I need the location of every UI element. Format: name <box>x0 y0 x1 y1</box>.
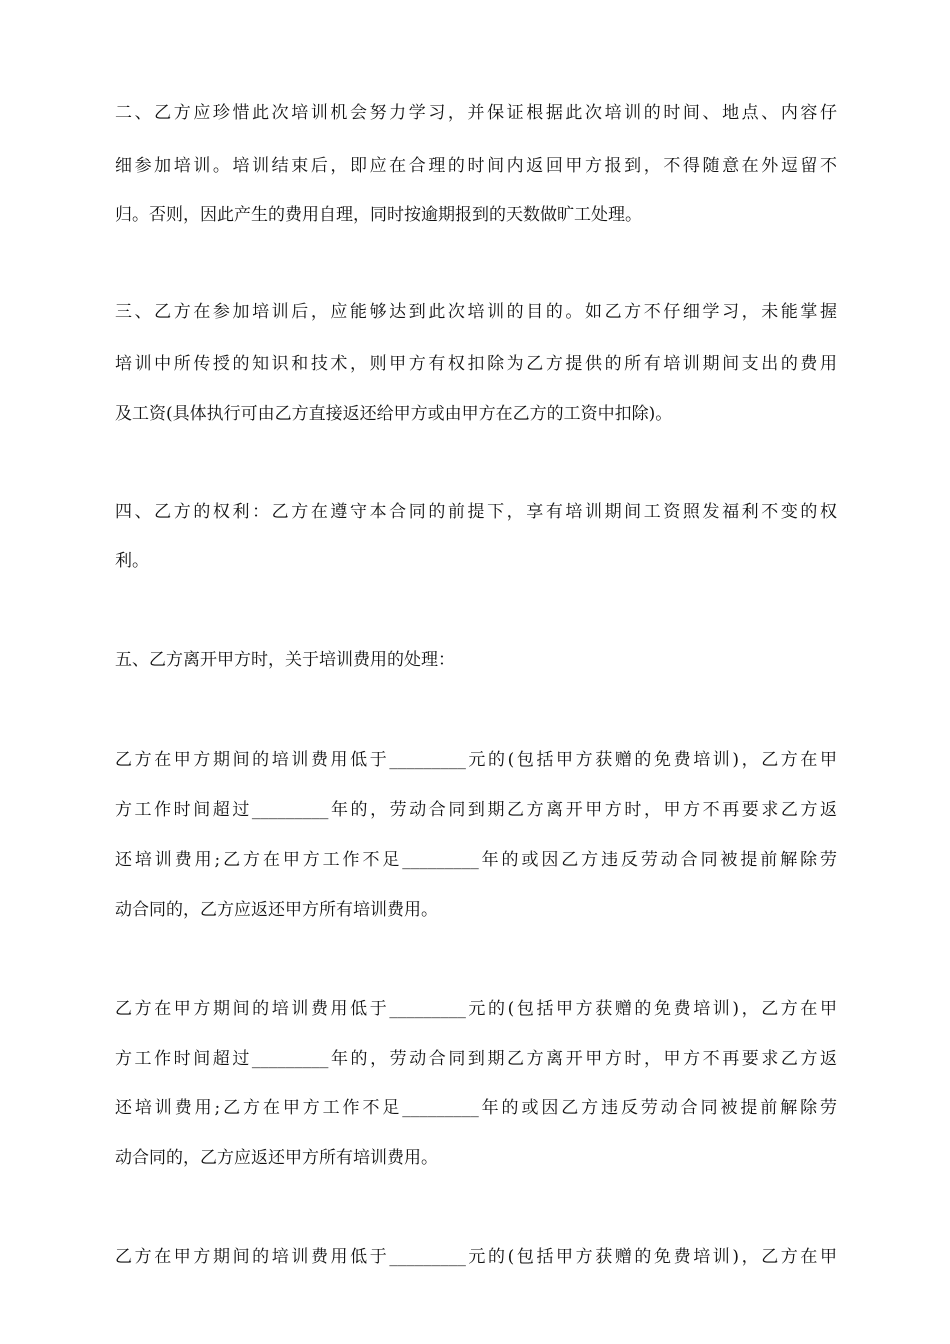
text-line: 还培训费用;乙方在甲方工作不足_________年的或因乙方违反劳动合同被提前解除劳 <box>115 850 837 870</box>
text-line: 及工资(具体执行可由乙方直接返还给甲方或由甲方在乙方的工资中扣除)。 <box>115 404 673 424</box>
text-line: 培训中所传授的知识和技术，则甲方有权扣除为乙方提供的所有培训期间支出的费用 <box>115 354 837 374</box>
text-line: 利。 <box>115 551 149 571</box>
text-line: 乙方在甲方期间的培训费用低于_________元的(包括甲方获赠的免费培训)，乙方在甲 <box>115 1247 837 1267</box>
text-line: 还培训费用;乙方在甲方工作不足_________年的或因乙方违反劳动合同被提前解除劳 <box>115 1098 837 1118</box>
text-line: 动合同的，乙方应返还甲方所有培训费用。 <box>115 900 438 920</box>
text-line: 方工作时间超过_________年的，劳动合同到期乙方离开甲方时，甲方不再要求乙方返 <box>115 1049 837 1069</box>
text-line: 四、乙方的权利：乙方在遵守本合同的前提下，享有培训期间工资照发福利不变的权 <box>115 502 837 522</box>
text-line: 乙方在甲方期间的培训费用低于_________元的(包括甲方获赠的免费培训)，乙方在甲 <box>115 750 837 770</box>
text-line: 归。否则，因此产生的费用自理，同时按逾期报到的天数做旷工处理。 <box>115 205 642 225</box>
text-line: 动合同的，乙方应返还甲方所有培训费用。 <box>115 1148 438 1168</box>
text-line: 二、乙方应珍惜此次培训机会努力学习，并保证根据此次培训的时间、地点、内容仔 <box>115 103 837 123</box>
text-line: 乙方在甲方期间的培训费用低于_________元的(包括甲方获赠的免费培训)，乙方在甲 <box>115 999 837 1019</box>
text-line: 五、乙方离开甲方时，关于培训费用的处理： <box>115 650 455 670</box>
text-line: 方工作时间超过_________年的，劳动合同到期乙方离开甲方时，甲方不再要求乙方返 <box>115 800 837 820</box>
text-line: 细参加培训。培训结束后，即应在合理的时间内返回甲方报到，不得随意在外逗留不 <box>115 156 837 176</box>
text-line: 三、乙方在参加培训后，应能够达到此次培训的目的。如乙方不仔细学习，未能掌握 <box>115 302 837 322</box>
